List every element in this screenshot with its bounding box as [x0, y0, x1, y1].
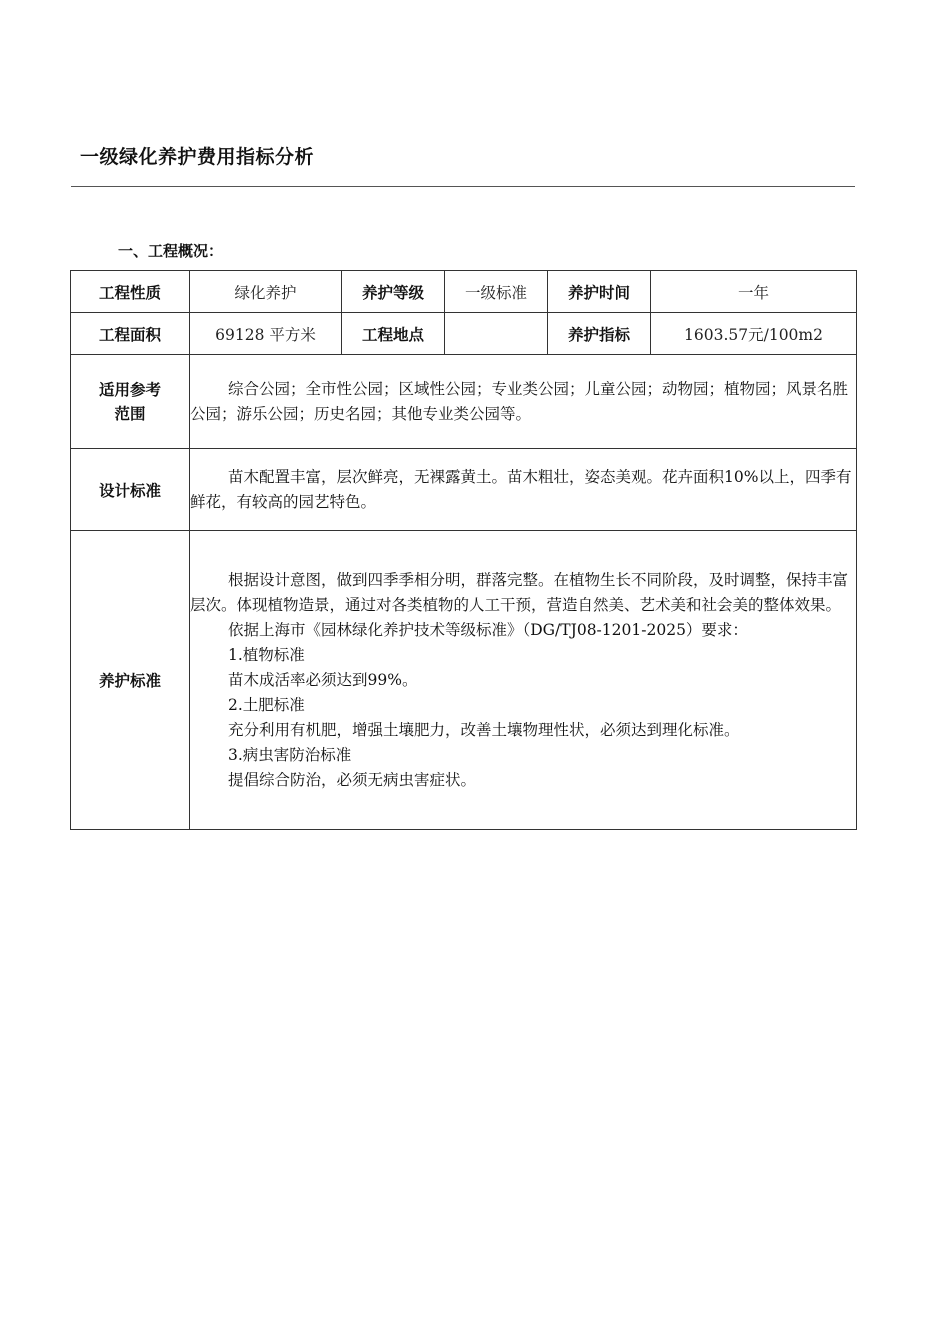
table-row-maintenance [71, 531, 857, 830]
section-heading: 一、工程概况： [118, 242, 224, 260]
maintenance-label: 养护标准 [71, 531, 190, 830]
nature-label: 工程性质 [71, 271, 190, 313]
maintenance-item-3-text: 提倡综合防治，必须无病虫害症状。 [228, 770, 477, 789]
scope-label-line2: 范围 [114, 404, 146, 423]
scope-text: 综合公园；全市性公园；区域性公园；专业类公园；儿童公园；动物园；植物园；风景名胜公园；游乐公园；历史名园；其他专业类公园等。 [190, 379, 849, 423]
maintenance-text-cell [190, 531, 857, 830]
maintenance-item-2-text: 充分利用有机肥，增强土壤肥力，改善土壤物理性状，必须达到理化标准。 [228, 720, 740, 739]
scope-label [71, 355, 190, 449]
design-label: 设计标准 [71, 449, 190, 531]
maintenance-item-1-title: 1.植物标准 [228, 645, 305, 664]
table-row-design [71, 449, 857, 531]
nature-value: 绿化养护 [190, 271, 342, 313]
title-divider [71, 186, 855, 187]
maintenance-item-1-text: 苗木成活率必须达到99%。 [228, 670, 418, 689]
area-value: 69128 平方米 [190, 313, 342, 355]
scope-text-cell [190, 355, 857, 449]
table-row-area [71, 313, 857, 355]
maintenance-item-3-title: 3.病虫害防治标准 [228, 745, 352, 764]
scope-label-line1: 适用参考 [98, 380, 161, 399]
location-value [445, 313, 548, 355]
location-label: 工程地点 [342, 313, 445, 355]
document-title: 一级绿化养护费用指标分析 [80, 146, 315, 168]
area-label: 工程面积 [71, 313, 190, 355]
design-text-cell [190, 449, 857, 531]
maintenance-paragraph-2: 依据上海市《园林绿化养护技术等级标准》（DG/TJ08-1201-2025）要求： [228, 620, 748, 639]
design-text: 苗木配置丰富，层次鲜亮，无裸露黄土。苗木粗壮，姿态美观。花卉面积10%以上，四季有鲜花，有较高的园艺特色。 [190, 467, 852, 511]
maintenance-paragraph-1: 根据设计意图，做到四季季相分明，群落完整。在植物生长不同阶段，及时调整，保持丰富层次。体现植物造景，通过对各类植物的人工干预，营造自然美、艺术美和社会美的整体效果。 [190, 570, 849, 614]
index-label: 养护指标 [548, 313, 651, 355]
grade-value: 一级标准 [445, 271, 548, 313]
period-value: 一年 [651, 271, 857, 313]
index-value: 1603.57元/100m2 [651, 313, 857, 355]
period-label: 养护时间 [548, 271, 651, 313]
grade-label: 养护等级 [342, 271, 445, 313]
overview-table [70, 270, 857, 830]
table-row-scope [71, 355, 857, 449]
table-row-nature [71, 271, 857, 313]
maintenance-item-2-title: 2.土肥标准 [228, 695, 305, 714]
